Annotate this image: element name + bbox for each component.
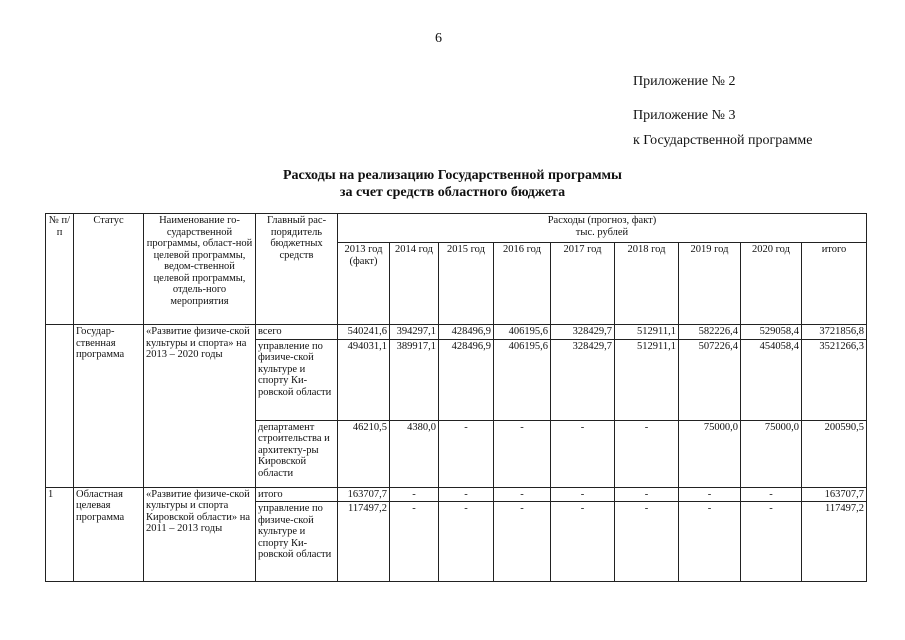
cell-value: - <box>615 502 679 582</box>
cell-total: 200590,5 <box>802 420 867 487</box>
cell-value: 529058,4 <box>741 325 802 340</box>
cell-value: - <box>615 487 679 502</box>
cell-total: 3721856,8 <box>802 325 867 340</box>
row-num: 1 <box>46 487 74 582</box>
cell-value: 406195,6 <box>494 339 551 420</box>
cell-value: 389917,1 <box>390 339 439 420</box>
row-status: Областная целевая программа <box>74 487 144 582</box>
cell-value: 512911,1 <box>615 339 679 420</box>
cell-value: 163707,7 <box>338 487 390 502</box>
row-manager: итого <box>256 487 338 502</box>
header-year: 2014 год <box>390 243 439 325</box>
cell-value: - <box>439 420 494 487</box>
cell-value: 582226,4 <box>679 325 741 340</box>
header-status: Статус <box>74 214 144 325</box>
row-status: Государ-ственная программа <box>74 325 144 488</box>
cell-value: - <box>439 502 494 582</box>
cell-value: 540241,6 <box>338 325 390 340</box>
header-year: 2017 год <box>551 243 615 325</box>
cell-value: 328429,7 <box>551 339 615 420</box>
page-number: 6 <box>435 31 442 46</box>
cell-value: 394297,1 <box>390 325 439 340</box>
document-title: Расходы на реализацию Государственной программы <box>283 168 622 183</box>
appendix-2-label: Приложение № 2 <box>633 74 736 89</box>
program-reference: к Государственной программе <box>633 133 813 148</box>
cell-total: 3521266,3 <box>802 339 867 420</box>
document-subtitle: за счет средств областного бюджета <box>339 185 566 200</box>
row-num <box>46 325 74 488</box>
cell-value: 512911,1 <box>615 325 679 340</box>
header-name: Наименование го-сударственной программы, област-ной целевой программы, ведом-ственной целевой программы, отдель-ного мероприятия <box>144 214 256 325</box>
cell-value: - <box>679 487 741 502</box>
cell-value: - <box>741 502 802 582</box>
cell-value: 454058,4 <box>741 339 802 420</box>
header-num: № п/п <box>46 214 74 325</box>
cell-total: 163707,7 <box>802 487 867 502</box>
cell-value: - <box>615 420 679 487</box>
row-name: «Развитие физиче-ской культуры и спорта» на 2013 – 2020 годы <box>144 325 256 488</box>
header-year: 2020 год <box>741 243 802 325</box>
cell-value: - <box>551 487 615 502</box>
cell-value: 4380,0 <box>390 420 439 487</box>
row-manager: управление по физиче-ской культуре и спорту Ки-ровской области <box>256 502 338 582</box>
budget-table <box>45 213 867 582</box>
cell-value: 46210,5 <box>338 420 390 487</box>
row-name: «Развитие физиче-ской культуры и спорта Кировской области» на 2011 – 2013 годы <box>144 487 256 582</box>
cell-value: 75000,0 <box>679 420 741 487</box>
row-manager: всего <box>256 325 338 340</box>
header-year: 2019 год <box>679 243 741 325</box>
cell-value: 494031,1 <box>338 339 390 420</box>
header-units: тыс. рублей <box>575 226 629 238</box>
header-total: итого <box>802 243 867 325</box>
cell-value: - <box>390 487 439 502</box>
header-year: 2016 год <box>494 243 551 325</box>
cell-value: - <box>390 502 439 582</box>
cell-value: - <box>551 502 615 582</box>
cell-value: 428496,9 <box>439 339 494 420</box>
cell-value: 507226,4 <box>679 339 741 420</box>
cell-value: 328429,7 <box>551 325 615 340</box>
header-manager: Главный рас-порядитель бюджетных средств <box>256 214 338 325</box>
cell-value: - <box>494 420 551 487</box>
header-expenses-label: Расходы (прогноз, факт) <box>547 215 657 226</box>
header-year: 2013 год (факт) <box>338 243 390 325</box>
cell-total: 117497,2 <box>802 502 867 582</box>
cell-value: 406195,6 <box>494 325 551 340</box>
header-expenses <box>338 214 867 243</box>
cell-value: 75000,0 <box>741 420 802 487</box>
cell-value: - <box>741 487 802 502</box>
cell-value: 428496,9 <box>439 325 494 340</box>
header-year: 2015 год <box>439 243 494 325</box>
row-manager: департамент строительства и архитекту-ры Кировской области <box>256 420 338 487</box>
header-year: 2018 год <box>615 243 679 325</box>
cell-value: - <box>439 487 494 502</box>
row-manager: управление по физиче-ской культуре и спорту Ки-ровской области <box>256 339 338 420</box>
appendix-3-label: Приложение № 3 <box>633 108 736 123</box>
cell-value: - <box>679 502 741 582</box>
cell-value: 117497,2 <box>338 502 390 582</box>
cell-value: - <box>494 502 551 582</box>
cell-value: - <box>551 420 615 487</box>
cell-value: - <box>494 487 551 502</box>
